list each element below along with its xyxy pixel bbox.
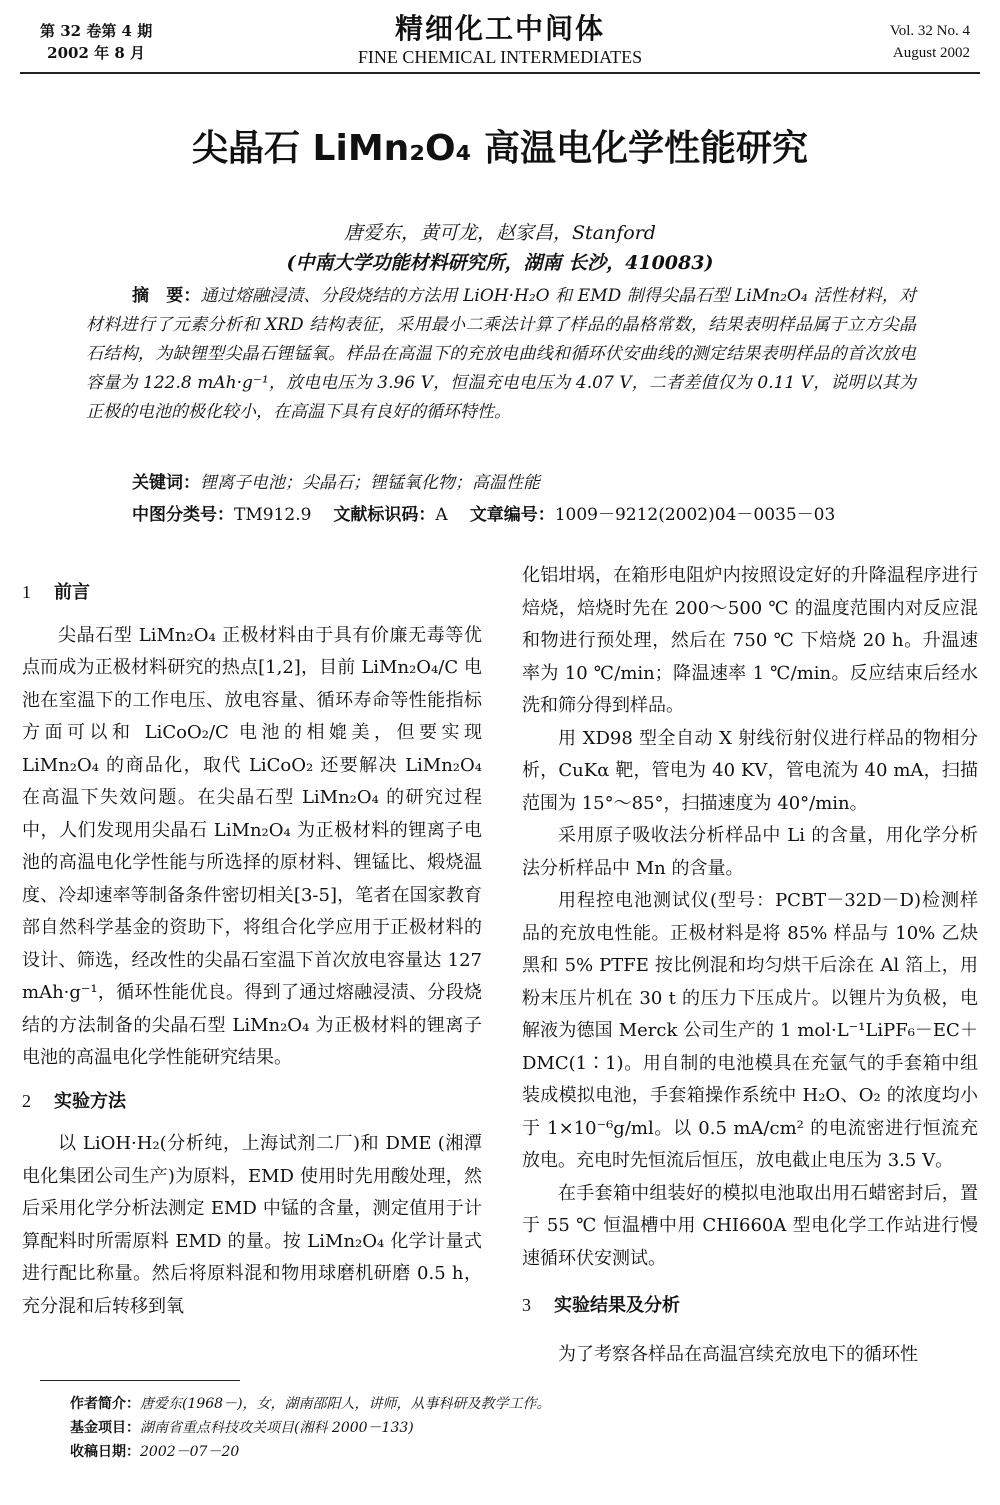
- article-no-label: 文章编号：: [469, 505, 555, 525]
- classification: [132, 500, 835, 525]
- volume-en: Vol. 32 No. 4: [889, 23, 970, 39]
- results-paragraph: 为了考察各样品在高温宫续充放电下的循环性: [558, 1343, 918, 1365]
- section-heading-results: 3 实验结果及分析: [522, 1295, 680, 1316]
- keywords-text: 锂离子电池；尖晶石；锂锰氧化物；高温性能: [200, 473, 540, 493]
- method-paragraph-1-cont: 化铝坩埚，在箱形电阻炉内按照设定好的升降温程序进行焙烧，焙烧时先在 200～500 ℃ 的温度范围内对反应混和物进行预处理，然后在 750 ℃ 下焙烧 20 h。升温速率为 10 ℃/min；降温速率 1 ℃/min。反应结束后经水洗和筛分得到样品。: [522, 565, 978, 716]
- footnotes: [70, 1392, 551, 1464]
- volume-cn: 第 32 卷第 4 期: [40, 22, 153, 40]
- footnote-divider: [40, 1380, 240, 1381]
- clc-label: 中图分类号：: [132, 505, 234, 525]
- method-paragraph-2: 用 XD98 型全自动 X 射线衍射仪进行样品的物相分析，CuKα 靶，管电为 40 KV，管电流为 40 mA，扫描范围为 15°～85°，扫描速度为 40°/min。: [522, 727, 978, 814]
- intro-paragraph: 尖晶石型 LiMn₂O₄ 正极材料由于具有价廉无毒等优点而成为正极材料研究的热点[1,2]，目前 LiMn₂O₄/C 电池在室温下的工作电压、放电容量、循环寿命等性能指标方面可以和 LiCoO₂/C 电池的相媲美，但要实现 LiMn₂O₄ 的商品化，取代 LiCoO₂ 还要解决 LiMn₂O₄ 在高温下失效问题。在尖晶石型 LiMn₂O₄ 的研究过程中，人们发现用尖晶石 LiMn₂O₄ 为正极材料的锂离子电池的高温电化学性能与所选择的原材料、锂锰比、煅烧温度、冷却速率等制备条件密切相关[3-5]，笔者在国家教育部自然科学基金的资助下，将组合化学应用于正极材料的设计、筛选，经改性的尖晶石室温下首次放电容量达 127 mAh·g⁻¹，循环性能优良。得到了通过熔融浸渍、分段烧结的方法制备的尖晶石型 LiMn₂O₄ 为正极材料的锂离子电池的高温电化学性能研究结果。: [22, 624, 482, 1068]
- abstract-text: 通过熔融浸渍、分段烧结的方法用 LiOH·H₂O 和 EMD 制得尖晶石型 LiMn₂O₄ 活性材料，对材料进行了元素分析和 XRD 结构表征，采用最小二乘法计算了样品的晶格常数，结果表明样品属于立方尖晶石结构，为缺锂型尖晶石锂锰氧。样品在高温下的充放电曲线和循环伏安曲线的测定结果表明样品的首次放电容量为 122.8 mAh·g⁻¹，放电电压为 3.96 V，恒温充电电压为 4.07 V，二者差值仅为 0.11 V，说明以其为正极的电池的极化较小，在高温下具有良好的循环特性。: [86, 286, 916, 422]
- date-cn: 2002 年 8 月: [47, 44, 146, 62]
- method-paragraph-3: 采用原子吸收法分析样品中 Li 的含量，用化学分析法分析样品中 Mn 的含量。: [522, 825, 978, 879]
- method-paragraph-4: 用程控电池测试仪(型号：PCBT－32D－D)检测样品的充放电性能。正极材料是将 85% 样品与 10% 乙炔黑和 5% PTFE 按比例混和均匀烘干后涂在 Al 箔上，用粉末压片机在 30 t 的压力下压成片。以锂片为负极，电解液为德国 Merck 公司生产的 1 mol·L⁻¹LiPF₆－EC＋DMC(1∶1)。用自制的电池模具在充氩气的手套箱中组装成模拟电池，手套箱操作系统中 H₂O、O₂ 的浓度均小于 1×10⁻⁶g/ml。以 0.5 mA/cm² 的电流密进行恒流充放电。充电时先恒流后恒压，放电截止电压为 3.5 V。: [522, 890, 978, 1171]
- abstract: [86, 282, 916, 427]
- keywords: [132, 468, 540, 493]
- doc-code-value: A: [435, 505, 448, 525]
- keywords-label: 关键词：: [132, 473, 200, 493]
- journal-name: [0, 12, 1000, 68]
- footnote-received: 收稿日期：2002－07－20: [70, 1444, 240, 1460]
- section-heading-method: 2 实验方法: [22, 1090, 126, 1112]
- footnote-author: 作者简介：唐爱东(1968－)，女，湖南邵阳人，讲师，从事科研及教学工作。: [70, 1396, 551, 1412]
- footnote-fund: 基金项目：湖南省重点科技攻关项目(湘科 2000－133): [70, 1420, 414, 1436]
- method-paragraph-1: 以 LiOH·H₂(分析纯，上海试剂二厂)和 DME (湘潭电化集团公司生产)为原料，EMD 使用时先用酸处理，然后采用化学分析法测定 EMD 中锰的含量，测定值用于计算配料时所需原料 EMD 的量。按 LiMn₂O₄ 化学计量式进行配比称量。然后将原料混和物用球磨机研磨 0.5 h，充分混和后转移到氧: [22, 1133, 482, 1317]
- journal-name-en: FINE CHEMICAL INTERMEDIATES: [357, 47, 643, 67]
- paper-title: 尖晶石 LiMn₂O₄ 高温电化学性能研究: [192, 128, 808, 169]
- affiliation: (中南大学功能材料研究所，湖南 长沙，410083): [286, 252, 714, 274]
- method-paragraph-5: 在手套箱中组装好的模拟电池取出用石蜡密封后，置于 55 ℃ 恒温槽中用 CHI660A 型电化学工作站进行慢速循环伏安测试。: [522, 1182, 978, 1269]
- article-no-value: 1009－9212(2002)04－0035－03: [554, 505, 836, 525]
- section-heading-intro: 1 前言: [22, 582, 90, 603]
- authors: 唐爱东，黄可龙，赵家昌，Stanford: [344, 222, 656, 244]
- abstract-label: 摘 要：: [132, 286, 201, 306]
- clc-value: TM912.9: [234, 505, 312, 525]
- date-en: August 2002: [892, 45, 970, 61]
- left-column: [22, 576, 482, 1323]
- journal-name-cn: 精细化工中间体: [394, 12, 605, 45]
- header-divider: [20, 72, 980, 74]
- doc-code-label: 文献标识码：: [333, 505, 436, 525]
- journal-issue-en: [890, 20, 970, 64]
- right-column: [522, 560, 978, 1371]
